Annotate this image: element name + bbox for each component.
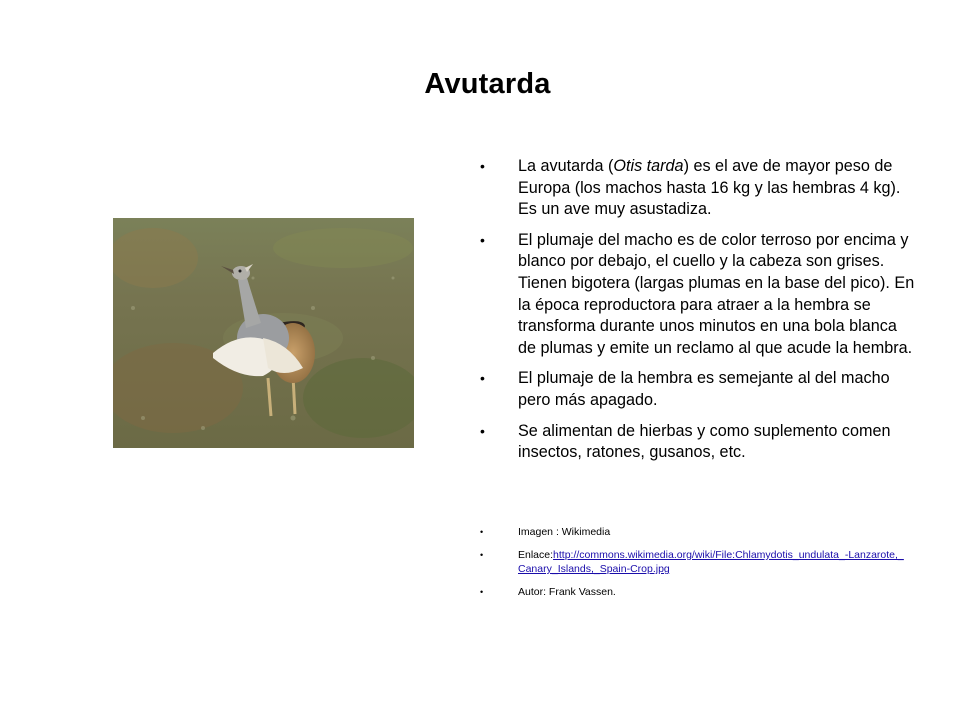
bullet-dot: • [480, 587, 484, 597]
bullet-dot: • [480, 422, 485, 439]
main-bullet-list [480, 156, 915, 473]
bullet-dot: • [480, 527, 484, 537]
bullet-dot: • [480, 550, 484, 560]
credit-image-source: • Imagen : Wikimedia [480, 526, 611, 538]
scientific-name: Otis tarda [613, 157, 684, 175]
credit-link: • Enlace:http://commons.wikimedia.org/wiki/File:Chlamydotis_undulata_-Lanzarote,_Canary_Islands,_Spain-Crop.jpg [480, 549, 904, 575]
wikimedia-link[interactable]: http://commons.wikimedia.org/wiki/File:Chlamydotis_undulata_-Lanzarote,_Canary_Islands,_Spain-Crop.jpg [518, 549, 904, 575]
credit-author: • Autor: Frank Vassen. [480, 586, 616, 598]
bullet-item: • La avutarda (Otis tarda) es el ave de mayor peso de Europa (los machos hasta 16 kg y las hembras 4 kg). Es un ave muy asustadiza. [480, 157, 901, 219]
bullet-item: • Se alimentan de hierbas y como suplemento comen insectos, ratones, gusanos, etc. [480, 421, 891, 462]
credits-list [480, 525, 905, 608]
bustard-illustration [113, 218, 414, 448]
bullet-item: • El plumaje del macho es de color terroso por encima y blanco por debajo, el cuello y la cabeza son grises. Tienen bigotera (largas plumas en la base del pico). En la época reproductora para atraer a la hembra se transforma durante unos minutos en una bola blanca de plumas y emite un reclamo al que acude la hembra. [480, 230, 915, 357]
bullet-item: • El plumaje de la hembra es semejante al del macho pero más apagado. [480, 369, 890, 409]
slide-title: Avutarda [424, 68, 551, 100]
bullet-dot: • [480, 370, 485, 387]
bird-photo [113, 218, 414, 448]
bullet-dot: • [480, 231, 485, 248]
bullet-dot: • [480, 158, 485, 174]
